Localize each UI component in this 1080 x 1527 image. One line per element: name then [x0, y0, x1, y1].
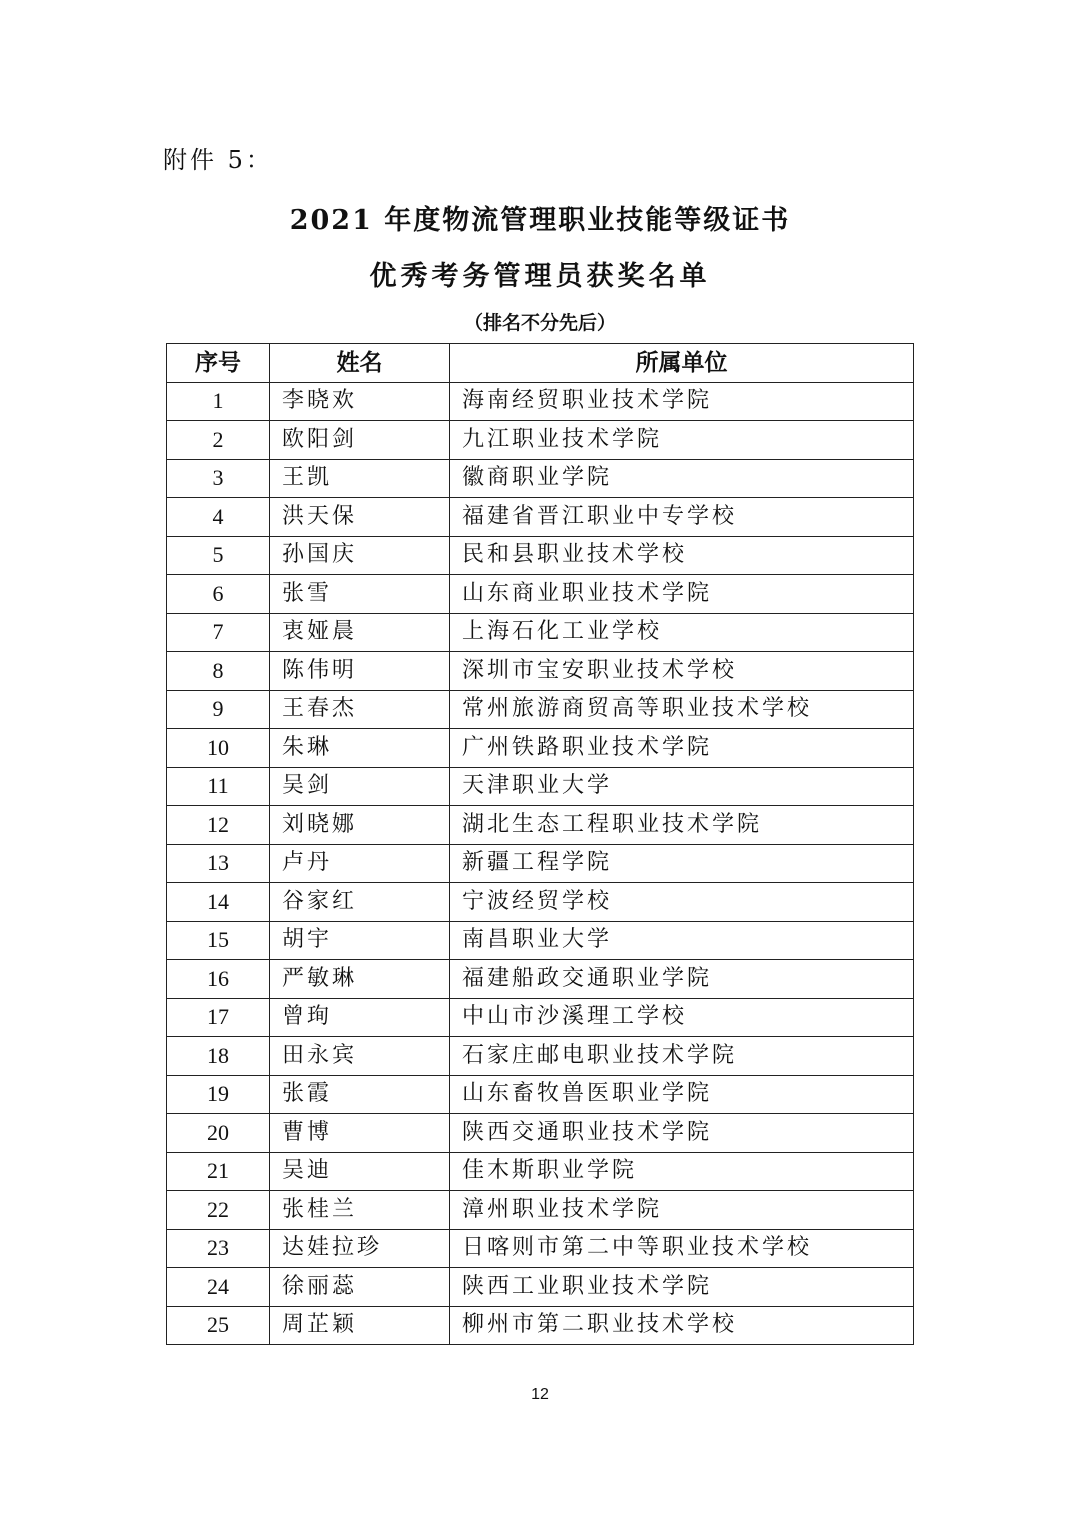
- row-index-cell: 2: [167, 421, 270, 460]
- row-unit-cell: 湖北生态工程职业技术学院: [450, 806, 914, 845]
- table-row: [167, 806, 914, 845]
- table-row: [167, 652, 914, 691]
- row-name-cell: 卢丹: [270, 844, 450, 883]
- row-index-cell: 24: [167, 1268, 270, 1307]
- row-index-cell: 1: [167, 382, 270, 421]
- row-unit-cell: 常州旅游商贸高等职业技术学校: [450, 690, 914, 729]
- table-row: [167, 1306, 914, 1345]
- row-name-cell: 谷家红: [270, 883, 450, 922]
- row-unit-cell: 海南经贸职业技术学院: [450, 382, 914, 421]
- attachment-label: 附件 5：: [163, 146, 273, 174]
- row-name-cell: 李晓欢: [270, 382, 450, 421]
- row-unit-cell: 陕西交通职业技术学院: [450, 1114, 914, 1153]
- row-name-cell: 刘晓娜: [270, 806, 450, 845]
- table-row: [167, 844, 914, 883]
- row-unit-cell: 宁波经贸学校: [450, 883, 914, 922]
- row-name-cell: 严敏琳: [270, 960, 450, 999]
- row-index-cell: 22: [167, 1191, 270, 1230]
- table-header-row: [167, 344, 914, 383]
- row-name-cell: 欧阳剑: [270, 421, 450, 460]
- table-row: [167, 1114, 914, 1153]
- row-name-cell: 衷娅晨: [270, 613, 450, 652]
- table-row: [167, 883, 914, 922]
- table-row: [167, 498, 914, 537]
- table-row: [167, 1191, 914, 1230]
- ranking-note: （排名不分先后）: [463, 312, 616, 334]
- row-name-cell: 洪天保: [270, 498, 450, 537]
- award-list-table: [166, 343, 914, 1345]
- row-name-cell: 朱琳: [270, 729, 450, 768]
- header-index: 序号: [167, 344, 270, 383]
- row-name-cell: 张霞: [270, 1075, 450, 1114]
- row-index-cell: 18: [167, 1037, 270, 1076]
- row-unit-cell: 深圳市宝安职业技术学校: [450, 652, 914, 691]
- header-unit: 所属单位: [450, 344, 914, 383]
- row-name-cell: 周芷颖: [270, 1306, 450, 1345]
- table-row: [167, 382, 914, 421]
- table-row: [167, 690, 914, 729]
- row-index-cell: 10: [167, 729, 270, 768]
- row-name-cell: 王凯: [270, 459, 450, 498]
- row-name-cell: 吴剑: [270, 767, 450, 806]
- row-index-cell: 23: [167, 1229, 270, 1268]
- page-number: 12: [531, 1386, 549, 1403]
- row-name-cell: 曾珣: [270, 998, 450, 1037]
- header-name: 姓名: [270, 344, 450, 383]
- row-index-cell: 17: [167, 998, 270, 1037]
- row-index-cell: 16: [167, 960, 270, 999]
- row-unit-cell: 福建省晋江职业中专学校: [450, 498, 914, 537]
- table-row: [167, 767, 914, 806]
- row-name-cell: 王春杰: [270, 690, 450, 729]
- row-unit-cell: 中山市沙溪理工学校: [450, 998, 914, 1037]
- row-unit-cell: 民和县职业技术学校: [450, 536, 914, 575]
- row-unit-cell: 陕西工业职业技术学院: [450, 1268, 914, 1307]
- table-row: [167, 1075, 914, 1114]
- row-name-cell: 张雪: [270, 575, 450, 614]
- row-unit-cell: 徽商职业学院: [450, 459, 914, 498]
- row-unit-cell: 福建船政交通职业学院: [450, 960, 914, 999]
- document-title-line1: 2021 年度物流管理职业技能等级证书: [289, 205, 791, 236]
- table-row: [167, 960, 914, 999]
- table-row: [167, 1152, 914, 1191]
- table-row: [167, 1268, 914, 1307]
- row-index-cell: 15: [167, 921, 270, 960]
- table-body: [167, 382, 914, 1345]
- table-row: [167, 536, 914, 575]
- row-name-cell: 张桂兰: [270, 1191, 450, 1230]
- table-row: [167, 1037, 914, 1076]
- row-index-cell: 6: [167, 575, 270, 614]
- row-unit-cell: 漳州职业技术学院: [450, 1191, 914, 1230]
- row-name-cell: 孙国庆: [270, 536, 450, 575]
- row-index-cell: 13: [167, 844, 270, 883]
- document-title-line2: 优秀考务管理员获奖名单: [369, 261, 711, 292]
- row-unit-cell: 山东畜牧兽医职业学院: [450, 1075, 914, 1114]
- row-unit-cell: 南昌职业大学: [450, 921, 914, 960]
- table-row: [167, 998, 914, 1037]
- row-index-cell: 8: [167, 652, 270, 691]
- row-name-cell: 达娃拉珍: [270, 1229, 450, 1268]
- row-unit-cell: 柳州市第二职业技术学校: [450, 1306, 914, 1345]
- row-name-cell: 胡宇: [270, 921, 450, 960]
- row-index-cell: 3: [167, 459, 270, 498]
- row-unit-cell: 九江职业技术学院: [450, 421, 914, 460]
- row-index-cell: 12: [167, 806, 270, 845]
- table-row: [167, 613, 914, 652]
- table-row: [167, 575, 914, 614]
- row-name-cell: 徐丽蕊: [270, 1268, 450, 1307]
- row-index-cell: 11: [167, 767, 270, 806]
- row-name-cell: 田永宾: [270, 1037, 450, 1076]
- row-unit-cell: 新疆工程学院: [450, 844, 914, 883]
- table-row: [167, 921, 914, 960]
- row-unit-cell: 上海石化工业学校: [450, 613, 914, 652]
- row-unit-cell: 佳木斯职业学院: [450, 1152, 914, 1191]
- table-row: [167, 729, 914, 768]
- row-name-cell: 吴迪: [270, 1152, 450, 1191]
- row-index-cell: 4: [167, 498, 270, 537]
- row-index-cell: 25: [167, 1306, 270, 1345]
- row-index-cell: 5: [167, 536, 270, 575]
- row-unit-cell: 石家庄邮电职业技术学院: [450, 1037, 914, 1076]
- row-unit-cell: 天津职业大学: [450, 767, 914, 806]
- row-index-cell: 9: [167, 690, 270, 729]
- row-index-cell: 14: [167, 883, 270, 922]
- row-unit-cell: 广州铁路职业技术学院: [450, 729, 914, 768]
- row-index-cell: 19: [167, 1075, 270, 1114]
- row-index-cell: 20: [167, 1114, 270, 1153]
- row-index-cell: 7: [167, 613, 270, 652]
- row-unit-cell: 日喀则市第二中等职业技术学校: [450, 1229, 914, 1268]
- row-name-cell: 陈伟明: [270, 652, 450, 691]
- table-row: [167, 1229, 914, 1268]
- table-row: [167, 421, 914, 460]
- row-unit-cell: 山东商业职业技术学院: [450, 575, 914, 614]
- row-name-cell: 曹博: [270, 1114, 450, 1153]
- table-row: [167, 459, 914, 498]
- row-index-cell: 21: [167, 1152, 270, 1191]
